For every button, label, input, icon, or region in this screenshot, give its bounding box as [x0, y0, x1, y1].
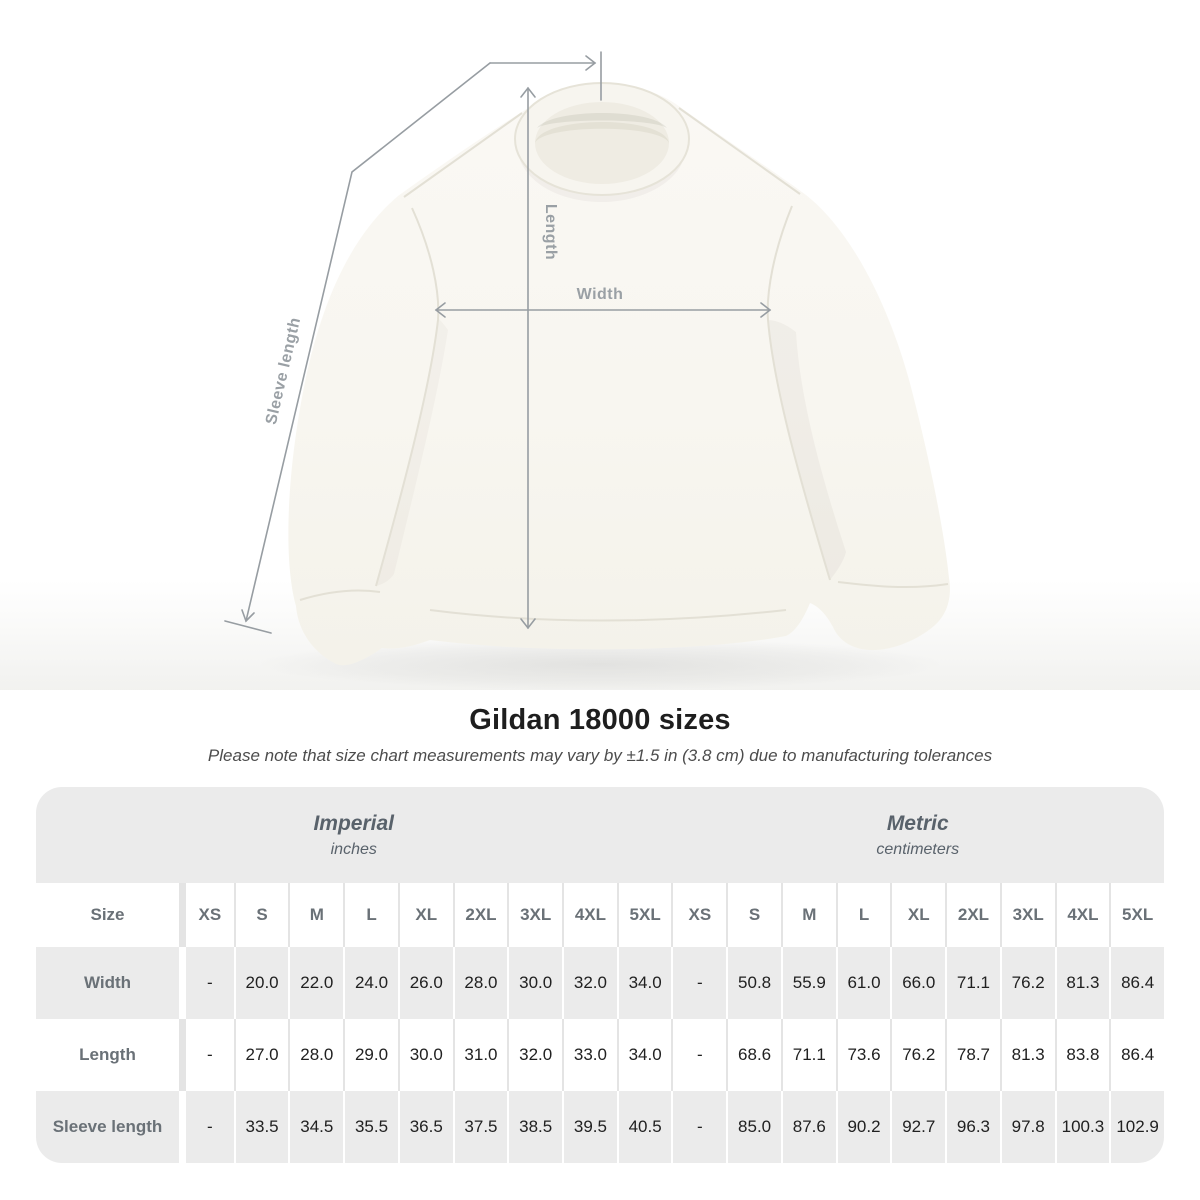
- table-cell: 34.0: [617, 947, 672, 1019]
- table-cell: 32.0: [562, 947, 617, 1019]
- table-cell: 83.8: [1055, 1019, 1110, 1091]
- size-col-imperial-s: S: [234, 883, 289, 947]
- size-table: [36, 787, 1164, 1163]
- width-label: Width: [576, 286, 624, 303]
- table-cell: -: [179, 1091, 234, 1163]
- table-cell: 40.5: [617, 1091, 672, 1163]
- table-cell: 97.8: [1000, 1091, 1055, 1163]
- table-cell: 35.5: [343, 1091, 398, 1163]
- table-cell: 33.0: [562, 1019, 617, 1091]
- table-cell: 28.0: [288, 1019, 343, 1091]
- size-col-metric-5xl: 5XL: [1109, 883, 1164, 947]
- table-cell: 32.0: [507, 1019, 562, 1091]
- imperial-group-header: [36, 787, 672, 883]
- imperial-group-subtitle: inches: [330, 840, 377, 858]
- table-cell: 27.0: [234, 1019, 289, 1091]
- row-label: Width: [83, 973, 132, 992]
- metric-group-title: Metric: [886, 811, 949, 835]
- size-col-imperial-xs: XS: [179, 883, 234, 947]
- table-cell: 102.9: [1109, 1091, 1164, 1163]
- table-cell: 61.0: [836, 947, 891, 1019]
- table-cell: 90.2: [836, 1091, 891, 1163]
- size-col-imperial-l: L: [343, 883, 398, 947]
- table-cell: 34.0: [617, 1019, 672, 1091]
- table-cell: 71.1: [781, 1019, 836, 1091]
- table-cell: 86.4: [1109, 947, 1164, 1019]
- imperial-group-title: Imperial: [313, 811, 395, 835]
- metric-group-header: [672, 787, 1165, 883]
- size-col-metric-m: M: [781, 883, 836, 947]
- table-cell: 29.0: [343, 1019, 398, 1091]
- size-header-row: [36, 883, 1164, 947]
- row-label: Length: [79, 1045, 136, 1064]
- table-cell: 85.0: [726, 1091, 781, 1163]
- table-cell: 37.5: [453, 1091, 508, 1163]
- sweatshirt-illustration: [288, 83, 950, 665]
- table-cell: 28.0: [453, 947, 508, 1019]
- size-col-imperial-2xl: 2XL: [453, 883, 508, 947]
- table-cell: 100.3: [1055, 1091, 1110, 1163]
- size-col-imperial-m: M: [288, 883, 343, 947]
- table-cell: 55.9: [781, 947, 836, 1019]
- size-col-imperial-xl: XL: [398, 883, 453, 947]
- size-col-imperial-4xl: 4XL: [562, 883, 617, 947]
- table-cell: -: [179, 947, 234, 1019]
- table-cell: 31.0: [453, 1019, 508, 1091]
- table-cell: -: [179, 1019, 234, 1091]
- table-cell: 76.2: [890, 1019, 945, 1091]
- table-cell: 24.0: [343, 947, 398, 1019]
- collar: [515, 83, 689, 195]
- size-col-metric-4xl: 4XL: [1055, 883, 1110, 947]
- row-label: Sleeve length: [52, 1117, 163, 1136]
- size-col-metric-xl: XL: [890, 883, 945, 947]
- size-col-metric-xs: XS: [671, 883, 726, 947]
- table-cell: 38.5: [507, 1091, 562, 1163]
- tolerance-note: Please note that size chart measurements may vary by ±1.5 in (3.8 cm) due to manufacturing tolerances: [207, 746, 993, 765]
- table-cell: -: [671, 1091, 726, 1163]
- table-cell: 73.6: [836, 1019, 891, 1091]
- size-col-metric-s: S: [726, 883, 781, 947]
- size-col-imperial-3xl: 3XL: [507, 883, 562, 947]
- size-col-metric-l: L: [836, 883, 891, 947]
- size-col-metric-3xl: 3XL: [1000, 883, 1055, 947]
- table-cell: 66.0: [890, 947, 945, 1019]
- table-cell: 36.5: [398, 1091, 453, 1163]
- table-cell: 81.3: [1055, 947, 1110, 1019]
- table-cell: 68.6: [726, 1019, 781, 1091]
- length-row: [36, 1019, 1164, 1091]
- table-cell: 81.3: [1000, 1019, 1055, 1091]
- size-col-metric-2xl: 2XL: [945, 883, 1000, 947]
- table-cell: 50.8: [726, 947, 781, 1019]
- table-cell: 71.1: [945, 947, 1000, 1019]
- size-header-cell: Size: [90, 905, 125, 924]
- size-col-imperial-5xl: 5XL: [617, 883, 672, 947]
- table-cell: 78.7: [945, 1019, 1000, 1091]
- table-cell: 34.5: [288, 1091, 343, 1163]
- table-cell: 92.7: [890, 1091, 945, 1163]
- table-cell: 20.0: [234, 947, 289, 1019]
- table-cell: 22.0: [288, 947, 343, 1019]
- table-cell: 96.3: [945, 1091, 1000, 1163]
- sleeve-length-label: Sleeve length: [262, 315, 305, 427]
- table-cell: 87.6: [781, 1091, 836, 1163]
- sleeve-length-row: [36, 1091, 1164, 1163]
- table-cell: -: [671, 1019, 726, 1091]
- table-cell: 86.4: [1109, 1019, 1164, 1091]
- table-cell: 30.0: [507, 947, 562, 1019]
- table-cell: 33.5: [234, 1091, 289, 1163]
- unit-group-band: [36, 787, 1164, 883]
- table-cell: 76.2: [1000, 947, 1055, 1019]
- length-label: Length: [542, 203, 559, 261]
- table-cell: 26.0: [398, 947, 453, 1019]
- metric-group-subtitle: centimeters: [876, 840, 960, 858]
- page-title: Gildan 18000 sizes: [469, 704, 731, 736]
- width-row: [36, 947, 1164, 1019]
- table-cell: 30.0: [398, 1019, 453, 1091]
- table-cell: 39.5: [562, 1091, 617, 1163]
- table-cell: -: [671, 947, 726, 1019]
